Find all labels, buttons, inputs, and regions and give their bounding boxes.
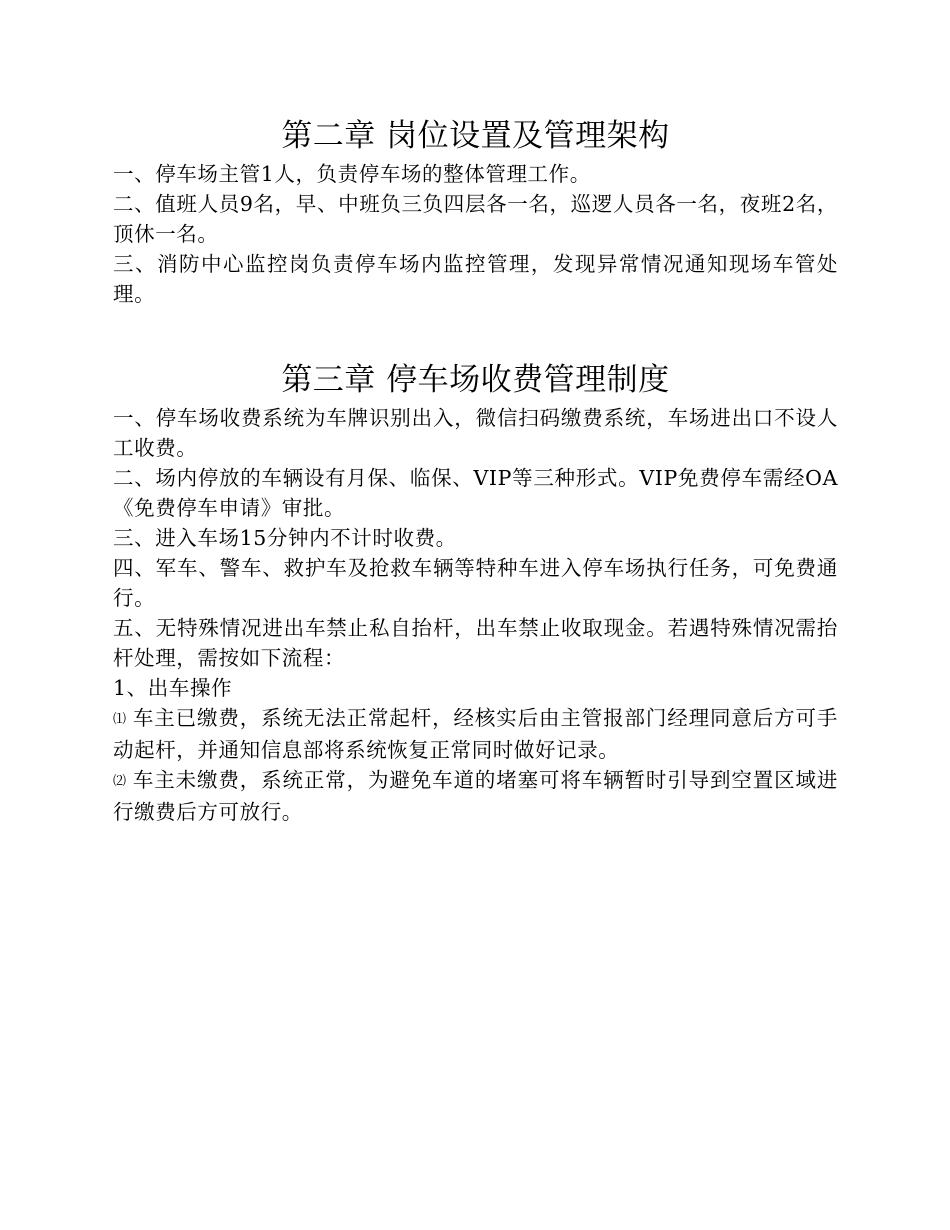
document-content: [113, 113, 838, 827]
chapter-3-item-2: 二、场内停放的车辆设有月保、临保、VIP等三种形式。VIP免费停车需经OA《免费停车申请》审批。: [113, 466, 838, 520]
chapter-3-title: 第三章 停车场收费管理制度: [281, 362, 670, 398]
step-1-text: 车主已缴费，系统无法正常起杆，经核实后由主管报部门经理同意后方可手动起杆，并通知信息部将系统恢复正常同时做好记录。: [113, 706, 838, 762]
step-2-index: ⑵: [113, 774, 127, 789]
chapter-3-item-3: 三、进入车场15分钟内不计时收费。: [113, 526, 457, 550]
chapter-3-item-4: 四、军车、警车、救护车及抢救车辆等特种车进入停车场执行任务，可免费通行。: [113, 556, 838, 610]
chapter-2-item-1: 一、停车场主管1人，负责停车场的整体管理工作。: [113, 162, 591, 186]
chapter-2-item-2: 二、值班人员9名，早、中班负三负四层各一名，巡逻人员各一名，夜班2名，顶休一名。: [113, 192, 838, 246]
exit-operation-heading: 1、出车操作: [113, 676, 233, 700]
chapter-3-item-5: 五、无特殊情况进出车禁止私自抬杆，出车禁止收取现金。若遇特殊情况需抬杆处理，需按如下流程：: [113, 616, 838, 670]
exit-operation-step-1: [113, 703, 838, 765]
chapter-2-item-3: 三、消防中心监控岗负责停车场内监控管理，发现异常情况通知现场车管处理。: [113, 252, 838, 306]
step-1-index: ⑴: [113, 712, 127, 727]
chapter-2-title: 第二章 岗位设置及管理架构: [281, 118, 670, 154]
exit-operation-step-2: [113, 765, 838, 827]
step-2-text: 车主未缴费，系统正常，为避免车道的堵塞可将车辆暂时引导到空置区域进行缴费后方可放行。: [113, 768, 838, 824]
chapter-3-item-1: 一、停车场收费系统为车牌识别出入，微信扫码缴费系统，车场进出口不设人工收费。: [113, 406, 838, 460]
section-spacer: [113, 309, 838, 357]
